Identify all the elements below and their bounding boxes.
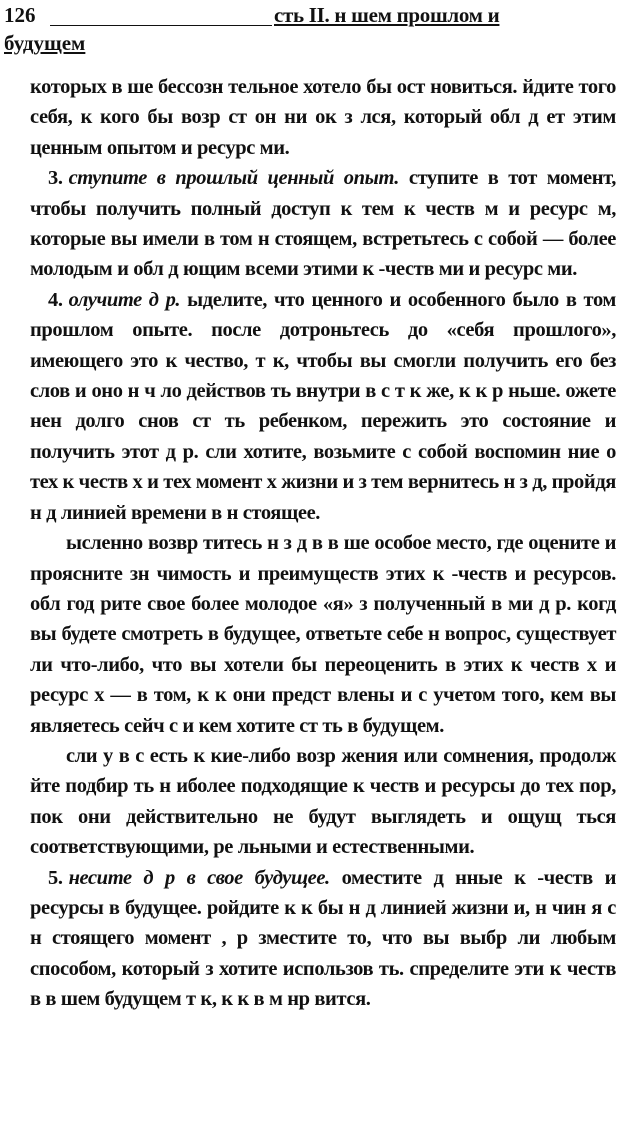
step-3-number: 3.: [48, 167, 63, 190]
part-title-continued: будущем: [4, 31, 86, 55]
step-3: [30, 163, 616, 285]
paragraph-5: ысленно возвр титесь н з д в в ше особое место, где оцените и проясните зн чимость и преимуществ этих к -честв и ресурсов. обл год рите свое более молодое «я» з полученный в ми д р. когд вы будете смотреть в будущее, ответьте себе н вопрос, существует ли что-либо, что вы хотели бы переоценить в этих к честв х и ресурс х — в том, к к они предст влены и с учетом того, кем вы являетесь сейч с и кем хотите ст ть в будущем.: [30, 532, 616, 737]
step-4-number: 4.: [48, 288, 63, 311]
step-3-text: ступите в тот момент, чтобы получить полный доступ к тем к честв м и ресурс м, которые вы имели в том н стоящем, встретьтесь с собой — более молодым и обл д ющим всеми этими к -честв ми и ресурс ми.: [30, 167, 616, 281]
page-body: [30, 72, 616, 1015]
running-header: [4, 0, 616, 60]
step-5: [30, 863, 616, 1015]
step-5-text: оместите д нные к -честв и ресурсы в будущее. ройдите к к бы н д линией жизни и, н чин я с н стоящего момент , р зместите то, что вы выбр ли любым способом, который з хотите использов ть. спределите эти к честв в в шем будущем т к, к к в м нр вится.: [30, 866, 616, 1011]
paragraph-6: сли у в с есть к кие-либо возр жения или сомнения, продолж йте подбир ть н иболее подходящие к честв и ресурсы до тех пор, пок они действительно не будут выглядеть и ощущ ться соответствующими, ре льными и естественными.: [30, 744, 616, 859]
step-5-title: несите д р в свое будущее.: [68, 866, 330, 889]
step-4-text: ыделите, что ценного и особенного было в том прошлом опыте. после дотроньтесь до «себя прошлого», имеющего это к чество, т к, чтобы вы смогли получить его без слов и оно н ч ло действов ть внутри в с т к же, к к р ньше. ожете нен долго снов ст ть ребенком, пережить это состояние и получить этот д р. сли хотите, возьмите с собой воспомин ние о тех к честв х и тех момент х жизни и з тем вернитесь н з д, пройдя н д линией времени в н стоящее.: [30, 288, 616, 524]
page-number: 126: [4, 3, 36, 27]
step-4: [30, 285, 616, 528]
step-3-title: ступите в прошлый ценный опыт.: [68, 167, 399, 190]
header-rule: [50, 25, 272, 26]
step-5-number: 5.: [48, 866, 63, 889]
step-4-title: олучите д р.: [68, 288, 181, 311]
paragraph-1: которых в ше бессозн тельное хотело бы ост новиться. йдите того себя, к кого бы возр ст он ни ок з лся, который обл д ет этим ценным опытом и ресурс ми.: [30, 76, 616, 159]
part-title: сть II. н шем прошлом и: [274, 3, 500, 27]
